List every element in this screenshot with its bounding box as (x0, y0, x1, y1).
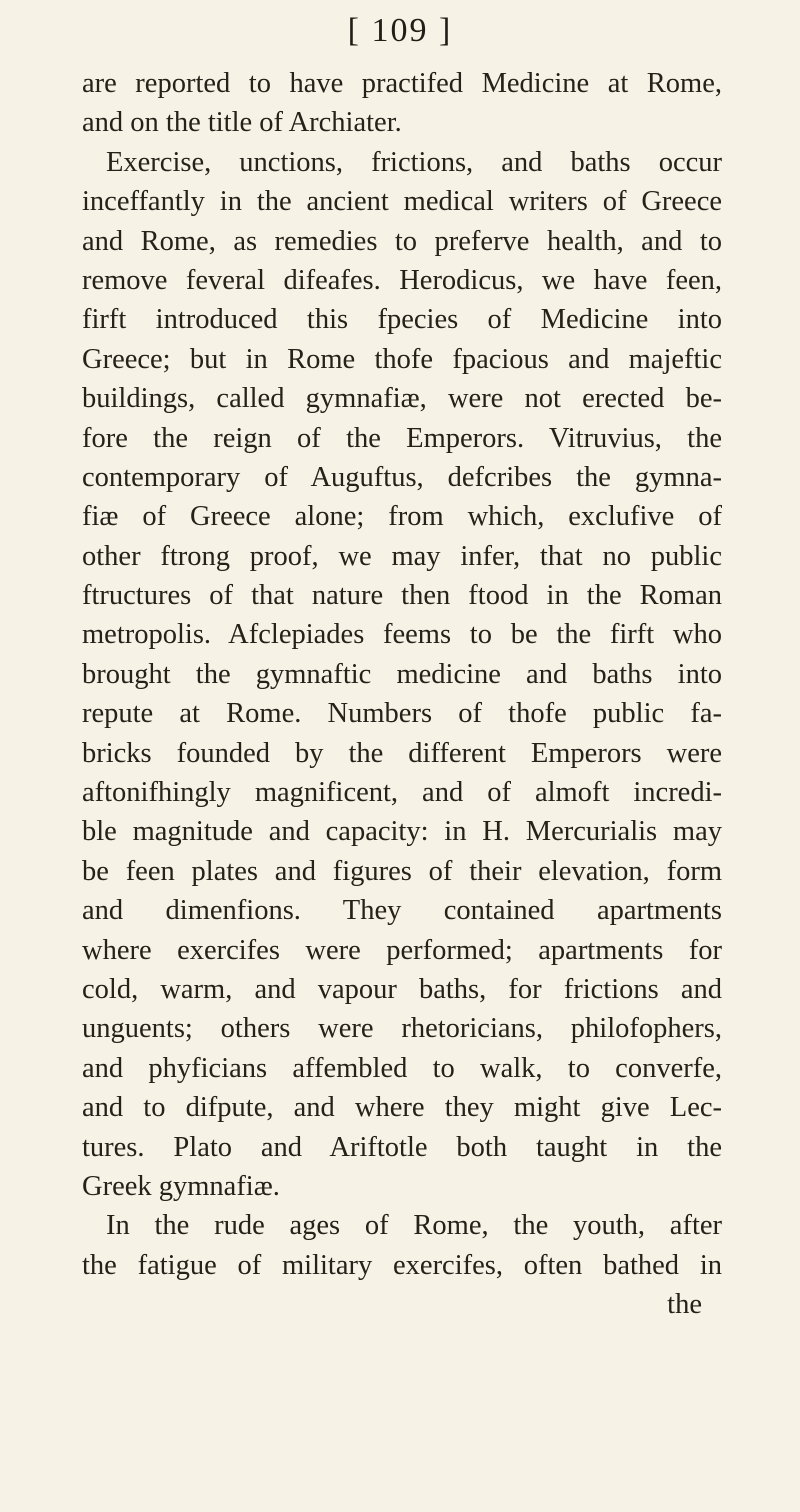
text-line: Greek gymnafiæ. (82, 1170, 280, 1202)
text-line: repute at Rome. Numbers of thofe public fa- (82, 698, 722, 730)
text-line: Greece; but in Rome thofe fpacious and majeftic (82, 343, 722, 375)
text-line: cold, warm, and vapour baths, for frictions and (82, 973, 722, 1005)
text-line: ftructures of that nature then ftood in the Roman (82, 580, 722, 612)
text-line: bricks founded by the different Emperors were (82, 737, 722, 769)
text-line: fore the reign of the Emperors. Vitruvius, the (82, 422, 722, 454)
text-line: remove feveral difeafes. Herodicus, we have feen, (82, 264, 722, 296)
text-line: inceffantly in the ancient medical writers of Greece (82, 186, 722, 218)
paragraph-start-line: In the rude ages of Rome, the youth, after (106, 1210, 722, 1242)
text-line: and Rome, as remedies to preferve health, and to (82, 225, 722, 257)
text-line: and to difpute, and where they might give Lec- (82, 1092, 722, 1124)
text-line: contemporary of Auguftus, defcribes the gymna- (82, 461, 722, 493)
text-line: metropolis. Afclepiades feems to be the firft who (82, 619, 722, 651)
text-line: aftonifhingly magnificent, and of almoft incredi- (82, 777, 722, 809)
text-line: and on the title of Archiater. (82, 107, 402, 139)
text-line: the fatigue of military exercifes, often bathed in (82, 1249, 722, 1281)
page-number: [ 109 ] (347, 12, 453, 49)
text-line: tures. Plato and Ariftotle both taught in the (82, 1131, 722, 1163)
text-line: ble magnitude and capacity: in H. Mercurialis may (82, 816, 722, 848)
text-line: buildings, called gymnafiæ, were not erected be- (82, 383, 722, 415)
text-line: be feen plates and figures of their elevation, form (82, 855, 722, 887)
text-line: other ftrong proof, we may infer, that no public (82, 540, 722, 572)
catchword: the (667, 1289, 702, 1321)
text-line: and phyficians affembled to walk, to converfe, (82, 1052, 722, 1084)
text-line: firft introduced this fpecies of Medicine into (82, 304, 722, 336)
paragraph-start-line: Exercise, unctions, frictions, and baths occur (106, 146, 722, 178)
text-line: are reported to have practifed Medicine at Rome, (82, 68, 722, 99)
body-text (82, 64, 722, 1325)
text-line: and dimenfions. They contained apartments (82, 895, 722, 927)
text-line: fiæ of Greece alone; from which, exclufive of (82, 501, 722, 533)
text-line: unguents; others were rhetoricians, philofophers, (82, 1013, 722, 1045)
text-line: where exercifes were performed; apartments for (82, 934, 722, 966)
text-line: brought the gymnaftic medicine and baths into (82, 658, 722, 690)
